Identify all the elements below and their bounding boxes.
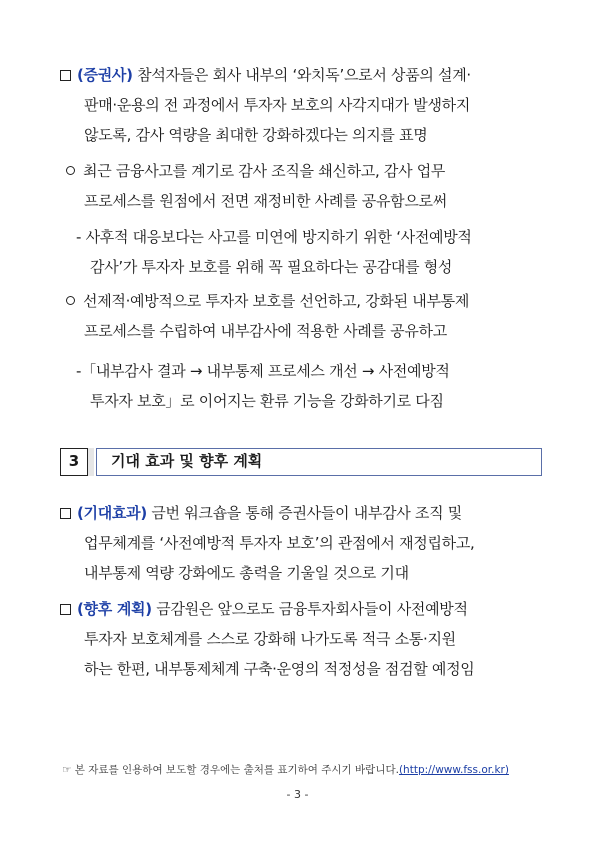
bullet-proactive — [66, 286, 469, 346]
section-divider — [88, 448, 94, 476]
paragraph-line: 하는 한편, 내부통제체계 구축·운영의 적정성을 점검할 예정임 — [84, 660, 475, 678]
circle-bullet-icon — [66, 296, 75, 305]
dash-feedback-loop — [76, 356, 450, 416]
paragraph-tag: (기대효과) — [77, 504, 147, 522]
paragraph-line: 금번 워크숍을 통해 증권사들이 내부감사 조직 및 — [151, 504, 462, 522]
section-number: 3 — [60, 448, 88, 476]
bullet-audit-reform — [66, 156, 447, 216]
section-title: 기대 효과 및 향후 계획 — [96, 448, 542, 476]
paragraph-line: 투자자 보호체계를 스스로 강화해 나가도록 적극 소통·지원 — [84, 630, 456, 648]
bullet-line: 선제적·예방적으로 투자자 보호를 선언하고, 강화된 내부통제 — [83, 292, 470, 310]
paragraph-tag: (증권사) — [77, 66, 133, 84]
footnote-text: 본 자료를 인용하여 보도할 경우에는 출처를 표기하여 주시기 바랍니다. — [74, 764, 399, 776]
circle-bullet-icon — [66, 166, 75, 175]
footnote — [62, 762, 509, 777]
page-number: - 3 - — [286, 788, 309, 801]
paragraph-future-plans — [60, 594, 475, 684]
square-bullet-icon — [60, 70, 71, 81]
dash-preventive-audit — [76, 222, 472, 282]
paragraph-line: 금감원은 앞으로도 금융투자회사들이 사전예방적 — [156, 600, 468, 618]
paragraph-line: 않도록, 감사 역량을 최대한 강화하겠다는 의지를 표명 — [84, 126, 428, 144]
paragraph-tag: (향후 계획) — [77, 600, 152, 618]
paragraph-securities — [60, 60, 471, 150]
bullet-line: 프로세스를 원점에서 전면 재정비한 사례를 공유함으로써 — [84, 192, 447, 210]
paragraph-line: 판매·운용의 전 과정에서 투자자 보호의 사각지대가 발생하지 — [84, 96, 471, 114]
paragraph-line: 업무체계를 ‘사전예방적 투자자 보호’의 관점에서 재정립하고, — [84, 534, 475, 552]
paragraph-line: 내부통제 역량 강화에도 총력을 기울일 것으로 기대 — [84, 564, 409, 582]
bullet-line: 최근 금융사고를 계기로 감사 조직을 쇄신하고, 감사 업무 — [83, 162, 446, 180]
dash-line: 감사’가 투자자 보호를 위해 꼭 필요하다는 공감대를 형성 — [90, 258, 453, 276]
square-bullet-icon — [60, 508, 71, 519]
dash-line: 투자자 보호」로 이어지는 환류 기능을 강화하기로 다짐 — [90, 392, 444, 410]
bullet-line: 프로세스를 수립하여 내부감사에 적용한 사례를 공유하고 — [84, 322, 447, 340]
dash-line: - 사후적 대응보다는 사고를 미연에 방지하기 위한 ‘사전예방적 — [76, 228, 472, 246]
pointing-hand-icon: ☞ — [62, 764, 72, 776]
dash-line: -「내부감사 결과 → 내부통제 프로세스 개선 → 사전예방적 — [76, 362, 450, 380]
paragraph-expected-effects — [60, 498, 475, 588]
footnote-link[interactable]: (http://www.fss.or.kr) — [398, 764, 509, 776]
square-bullet-icon — [60, 604, 71, 615]
paragraph-line: 참석자들은 회사 내부의 ‘와치독’으로서 상품의 설계· — [137, 66, 471, 84]
